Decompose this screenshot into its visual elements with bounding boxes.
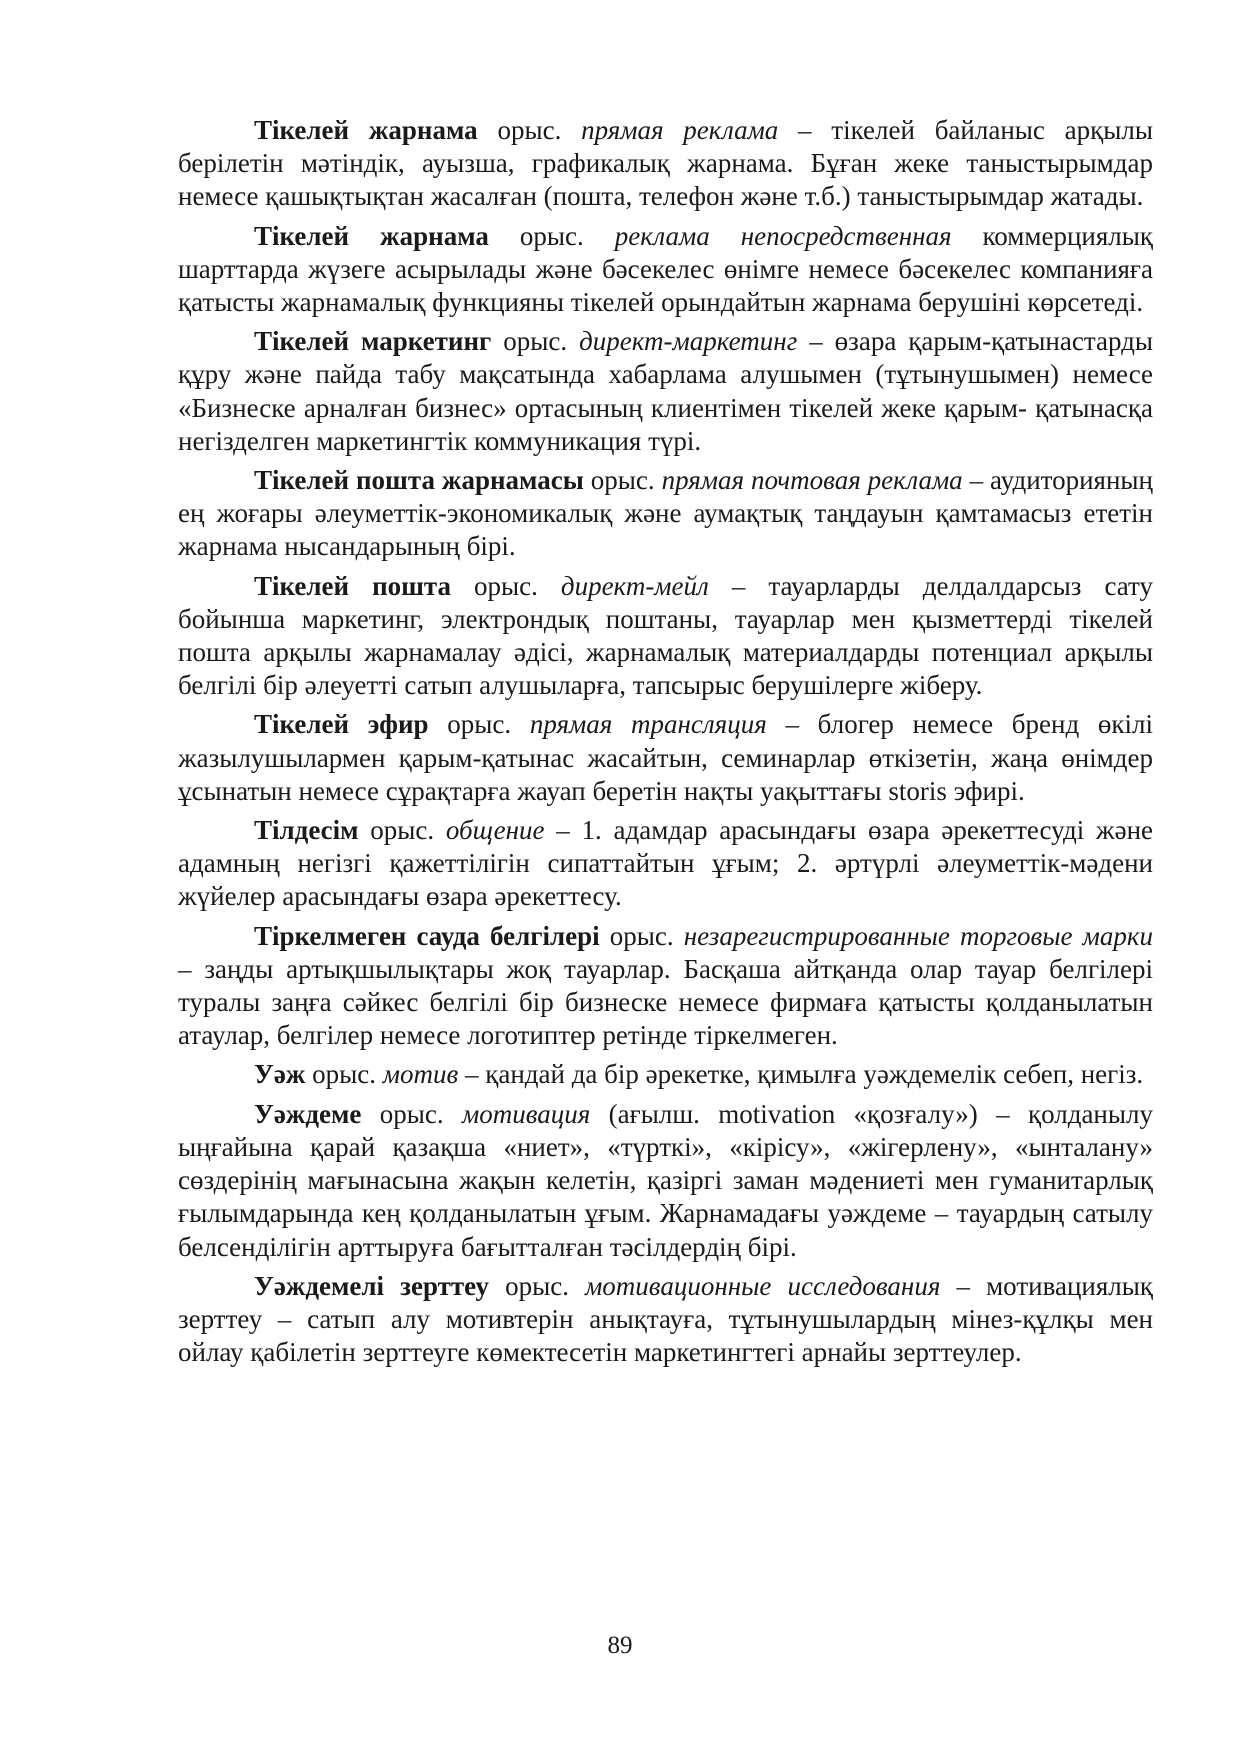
entry-term: Уәж [254,1059,306,1090]
entry-lang-prefix: орыс. [358,815,446,846]
entry-russian-term: прямая трансляция [529,709,767,740]
entry-russian-term: мотив [382,1059,459,1090]
glossary-entry [178,325,1153,458]
glossary-entry [178,814,1153,914]
glossary-entry [178,220,1153,320]
entry-russian-term: реклама непосредственная [614,220,952,251]
entry-term: Тікелей маркетинг [254,326,492,357]
glossary-entry [178,464,1153,564]
entry-definition: – қандай да бір әрекетке, қимылға уәждемелік себеп, негіз. [458,1059,1144,1090]
entry-lang-prefix: орыс. [428,709,530,740]
entry-russian-term: незарегистрированные торговые марки [683,920,1154,951]
entry-russian-term: директ-мейл [560,570,709,601]
entry-definition: – блогер немесе бренд өкілі жазылушылармен қарым-қатынас жасайтын, семинарлар өткізетін, жаңа өнімдер ұсынатын немесе сұрақтарға жауап беретін нақты уақыттағы storis эфирі. [178,709,1153,806]
entry-term: Тіркелмеген сауда белгілері [254,920,600,951]
page-number: 89 [607,1632,633,1659]
entry-lang-prefix: орыс. [477,115,582,145]
entry-term: Тікелей пошта жарнамасы [254,465,584,496]
entry-definition: – 1. адамдар арасындағы өзара әрекеттесуді және адамның негізгі қажеттілігін сипаттайтын ұғым; 2. әртүрлі әлеуметтік-мәдени жүйелер арасындағы өзара әрекеттесу. [178,815,1154,912]
entry-definition: – заңды артықшылықтары жоқ тауарлар. Басқаша айтқанда олар тауар белгілері туралы заңға сәйкес белгілі бір бизнеске немесе фирмаға қатысты қолданылатын атаулар, белгілер немесе логотиптер ретінде тіркелмеген. [178,953,1153,1051]
entry-definition: (ағылш. motivation «қозғалу») – қолданылу ыңғайына қарай қазақша «ниет», «түрткі», «кірісу», «жігерлену», «ынталану» сөздерінің мағынасына жақын келетін, қазіргі заман мәдениеті мен гуманитарлық ғылымдарында кең қолданылатын ұғым. Жарнамадағы уәждеме – тауардың сатылу белсенділігін арттыруға бағытталған тәсілдердің бірі. [178,1098,1153,1262]
glossary-entry [178,708,1153,808]
entry-definition: – өзара қарым-қатынастарды құру және пайда табу мақсатында хабарлама алушымен (тұтынушымен) немесе «Бизнеске арналған бизнес» ортасының клиентімен тікелей жеке қарым- қатынасқа негізделген маркетингтік коммуникация түрі. [178,326,1153,456]
entry-definition: коммерциялық шарттарда жүзеге асырылады және бәсекелес өнімге немесе бәсекелес компанияға қатысты жарнамалық функцияны тікелей орындайтын жарнама берушіні көрсетеді. [178,220,1153,318]
glossary-entry [178,1058,1153,1091]
entry-term: Уәждеме [254,1098,362,1129]
entry-definition: – тауарларды делдалдарсыз сату бойынша маркетинг, электрондық поштаны, тауарлар мен қызметтерді тікелей пошта арқылы жарнамалау әдісі, жарнамалық материалдарды потенциал арқылы белгілі бір әлеуетті сатып алушыларға, тапсырыс берушілерге жіберу. [178,570,1153,701]
entry-term: Тікелей эфир [254,709,429,740]
glossary-entry [178,1098,1153,1264]
entry-term: Тілдесім [254,815,359,846]
entry-lang-prefix: орыс. [305,1059,383,1090]
entry-definition: – мотивациялық зерттеу – сатып алу мотивтерін анықтауға, тұтынушылардың мінез-құлқы мен ойлау қабілетін зерттеуге көмектесетін маркетингтегі арнайы зерттеулер. [178,1270,1153,1368]
entry-lang-prefix: орыс. [361,1098,462,1129]
entry-lang-prefix: орыс. [488,1270,586,1301]
entry-definition: – тікелей байланыс арқылы берілетін мәтіндік, ауызша, графикалық жарнама. Бұған жеке таныстырымдар немесе қашықтықтан жасалған (пошта, телефон және т.б.) таныстырымдар жатады. [178,115,1153,212]
entry-russian-term: мотивационные исследования [585,1270,941,1301]
entry-lang-prefix: орыс. [583,465,662,496]
entry-russian-term: директ-маркетинг [579,326,798,357]
entry-term: Уәждемелі зерттеу [254,1270,489,1301]
entry-russian-term: общение [445,815,545,846]
glossary-text [178,114,1153,1375]
entry-term: Тікелей пошта [254,570,452,601]
entry-russian-term: мотивация [461,1098,591,1129]
glossary-entry [178,1270,1153,1370]
entry-russian-term: прямая почтовая реклама [661,465,963,496]
glossary-entry [178,114,1153,214]
entry-term: Тікелей жарнама [254,220,489,251]
entry-lang-prefix: орыс. [488,220,615,251]
entry-lang-prefix: орыс. [491,326,580,357]
glossary-entry [178,570,1153,703]
entry-lang-prefix: орыс. [451,570,561,601]
glossary-entry [178,920,1153,1053]
entry-term: Тікелей жарнама [254,115,478,145]
entry-russian-term: прямая реклама [581,115,779,145]
entry-definition: – аудиторияның ең жоғары әлеуметтік-экономикалық және аумақтық таңдауын қамтамасыз ететін жарнама нысандарының бірі. [178,465,1153,562]
entry-lang-prefix: орыс. [599,920,684,951]
